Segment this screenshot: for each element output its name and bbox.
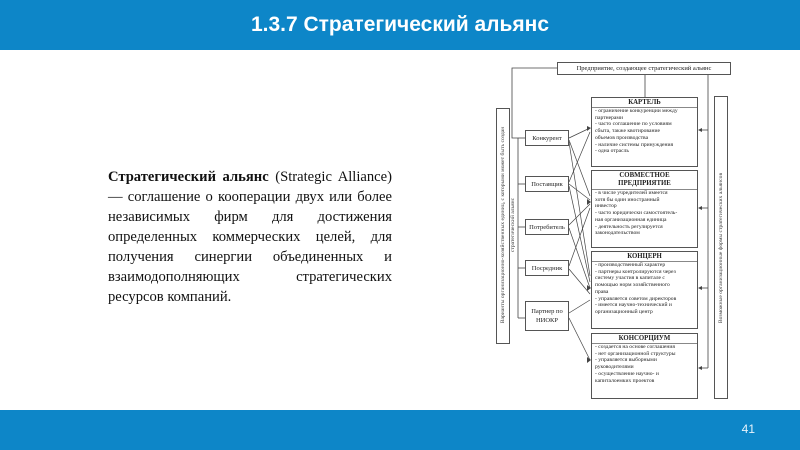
link-konkurent-koncern — [569, 142, 590, 276]
link-postavshik-sp — [569, 184, 590, 200]
definition-body: (Strategic Alliance) — соглашение о кооперации двух или более независимых фирм для достижения определенных коммерческих целей, для получения синергии объединенных и взаимодополняющих стратегических ресурсов компаний. — [108, 169, 392, 305]
form-title-joint-venture: СОВМЕСТНОЕ ПРЕДПРИЯТИЕ — [592, 171, 697, 190]
arrowhead-right-koncern — [698, 286, 702, 290]
form-line: систему участия в капитале с — [595, 275, 665, 282]
form-line: капиталоемких проектов — [595, 377, 655, 384]
form-line: объемов производства — [595, 134, 649, 141]
slide-title: 1.3.7 Стратегический альянс — [250, 13, 550, 36]
form-line: - производственный характер — [595, 262, 666, 268]
link-niokr-koncern — [569, 300, 590, 313]
form-box-kartel — [591, 97, 698, 167]
form-title-konsorcium: КОНСОРЦИУМ — [592, 334, 697, 344]
form-line: партнерами — [595, 114, 623, 121]
form-line: - наличие системы принуждения — [595, 141, 674, 148]
link-posrednik-koncern — [569, 269, 590, 294]
partner-box-posrednik: Посредник — [525, 260, 569, 276]
form-line: - управляется выборными — [595, 357, 657, 364]
form-line: - часто соглашение по условиям — [595, 121, 672, 128]
form-line: руководителями — [595, 364, 634, 371]
link-postavshik-koncern — [569, 186, 590, 282]
link-konkurent-sp — [569, 140, 590, 196]
link-niokr-konsorcium — [569, 318, 590, 360]
form-line: - имеется научно-технический и — [595, 302, 672, 309]
form-box-koncern — [591, 251, 698, 329]
connector-top-to-left — [512, 68, 557, 138]
link-konkurent-kartel — [569, 128, 590, 138]
partner-box-potrebitel: Потребитель — [525, 219, 569, 235]
form-line: сбыта, также квотирование — [595, 128, 660, 135]
arrowhead-right-konsorcium — [698, 366, 702, 370]
page-number: 41 — [741, 422, 755, 436]
form-line: - партнеры контролируются через — [595, 268, 676, 275]
partner-box-niokr: Партнер по НИОКР — [525, 301, 569, 331]
form-title-koncern: КОНЦЕРН — [592, 252, 697, 262]
footer-bar — [0, 410, 800, 450]
arrowhead-right-kartel — [698, 128, 702, 132]
left-vertical-label: Варианты организационно-хозяйственных единиц, с которыми может быть создан стратегический альянс — [500, 126, 516, 324]
form-line: помощью норм хозяйственного — [595, 282, 670, 289]
form-line: хотя бы один иностранный — [595, 196, 660, 203]
arrowhead-right-sp — [698, 206, 702, 210]
form-line: - ограничение конкуренции между — [595, 108, 678, 114]
form-line: инвестор — [595, 203, 617, 210]
right-vertical-label: Возможные организационные формы стратегических альянсов — [718, 172, 724, 324]
form-box-konsorcium — [591, 333, 698, 399]
form-line: - часто юридически самостоятель- — [595, 210, 678, 217]
form-line: ная организационная единица — [595, 216, 667, 223]
form-line: - деятельность регулируется — [595, 223, 663, 230]
form-line: - нет организационной структуры — [595, 350, 676, 357]
form-line: законодательством — [595, 230, 640, 237]
partner-box-konkurent: Конкурент — [525, 130, 569, 146]
form-line: - создается на основе соглашения — [595, 344, 675, 350]
form-line: организационный центр — [595, 308, 653, 315]
form-line: - управляется советом директоров — [595, 295, 677, 302]
partner-box-postavshik: Поставщик — [525, 176, 569, 192]
form-line: права — [595, 288, 609, 295]
form-line: - в числе учредителей имеется — [595, 190, 668, 196]
form-line: - осуществление научно- и — [595, 370, 659, 377]
form-line: - одна отрасль — [595, 148, 629, 155]
definition-term: Стратегический альянс — [108, 169, 269, 185]
form-box-joint-venture — [591, 170, 698, 248]
form-title-kartel: КАРТЕЛЬ — [592, 98, 697, 108]
link-postavshik-kartel — [569, 132, 590, 182]
enterprise-box: Предприятие, создающее стратегический альянс — [557, 62, 731, 75]
